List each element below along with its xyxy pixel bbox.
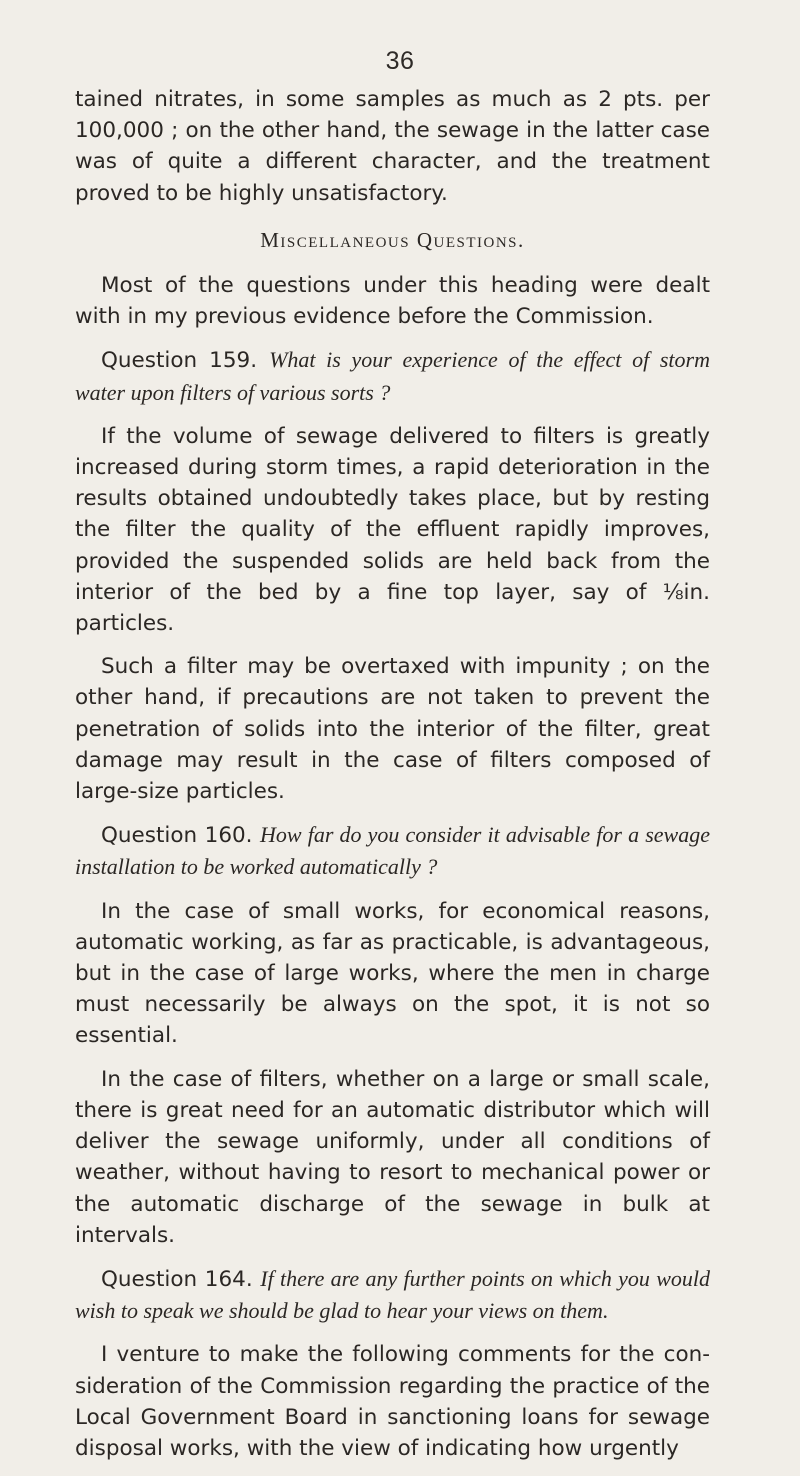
question-160	[75, 819, 710, 883]
question-159-text: What is your experience of the effect of storm water upon filters of various sorts ?	[75, 347, 710, 405]
body-text	[75, 84, 710, 1476]
answer-159-paragraph-1: If the volume of sewage delivered to filters is greatly increased during storm times, a rapid deterioration in the results obtained undoubtedly takes place, but by resting the filter the quality of the effluent rapidly improves, provided the suspended solids are held back from the interior of the bed by a fine top layer, say of ⅛in. particles.	[75, 423, 710, 637]
answer-164-paragraph-1: I venture to make the following comments for the consideration of the Commission regarding the practice of the Local Government Board in sanctioning loans for sewage disposal works, with the view of indicating how urgently	[75, 1342, 710, 1461]
question-160-label: Question 160.	[101, 823, 253, 849]
question-159-label: Question 159.	[101, 348, 258, 374]
answer-160-paragraph-2: In the case of filters, whether on a large or small scale, there is great need for an automatic distributor which will deliver the sewage uniformly, under all conditions of weather, without having to resort to mechanical power or the automatic discharge of the sewage in bulk at intervals.	[75, 1066, 710, 1248]
answer-159-paragraph-2: Such a filter may be overtaxed with impunity ; on the other hand, if precautions are not taken to prevent the penetration of solids into the interior of the filter, great damage may result in the case of filters composed of large-size particles.	[75, 654, 710, 805]
question-164-label: Question 164.	[101, 1266, 253, 1292]
question-160-text: How far do you consider it advisable for a sewage installation to be worked automatically ?	[75, 822, 710, 880]
paragraph-intro: Most of the questions under this heading were dealt with in my previous evidence before the Commission.	[75, 273, 710, 330]
section-heading: Miscellaneous Questions.	[260, 227, 525, 252]
page-number: 36	[385, 47, 415, 75]
question-164-text: If there are any further points on which you would wish to speak we should be glad to hear your views on them.	[75, 1265, 710, 1324]
paragraph-continued: tained nitrates, in some samples as much as 2 pts. per 100,000 ; on the other hand, the sewage in the latter case was of quite a different character, and the treatment proved to be highly unsatisfactory.	[75, 87, 710, 206]
question-164	[75, 1263, 710, 1327]
question-159	[75, 344, 710, 408]
answer-160-paragraph-1: In the case of small works, for economical reasons, automatic working, as far as practicable, is advantageous, but in the case of large works, where the men in charge must necessarily be always on the spot, it is not so essential.	[75, 898, 710, 1049]
